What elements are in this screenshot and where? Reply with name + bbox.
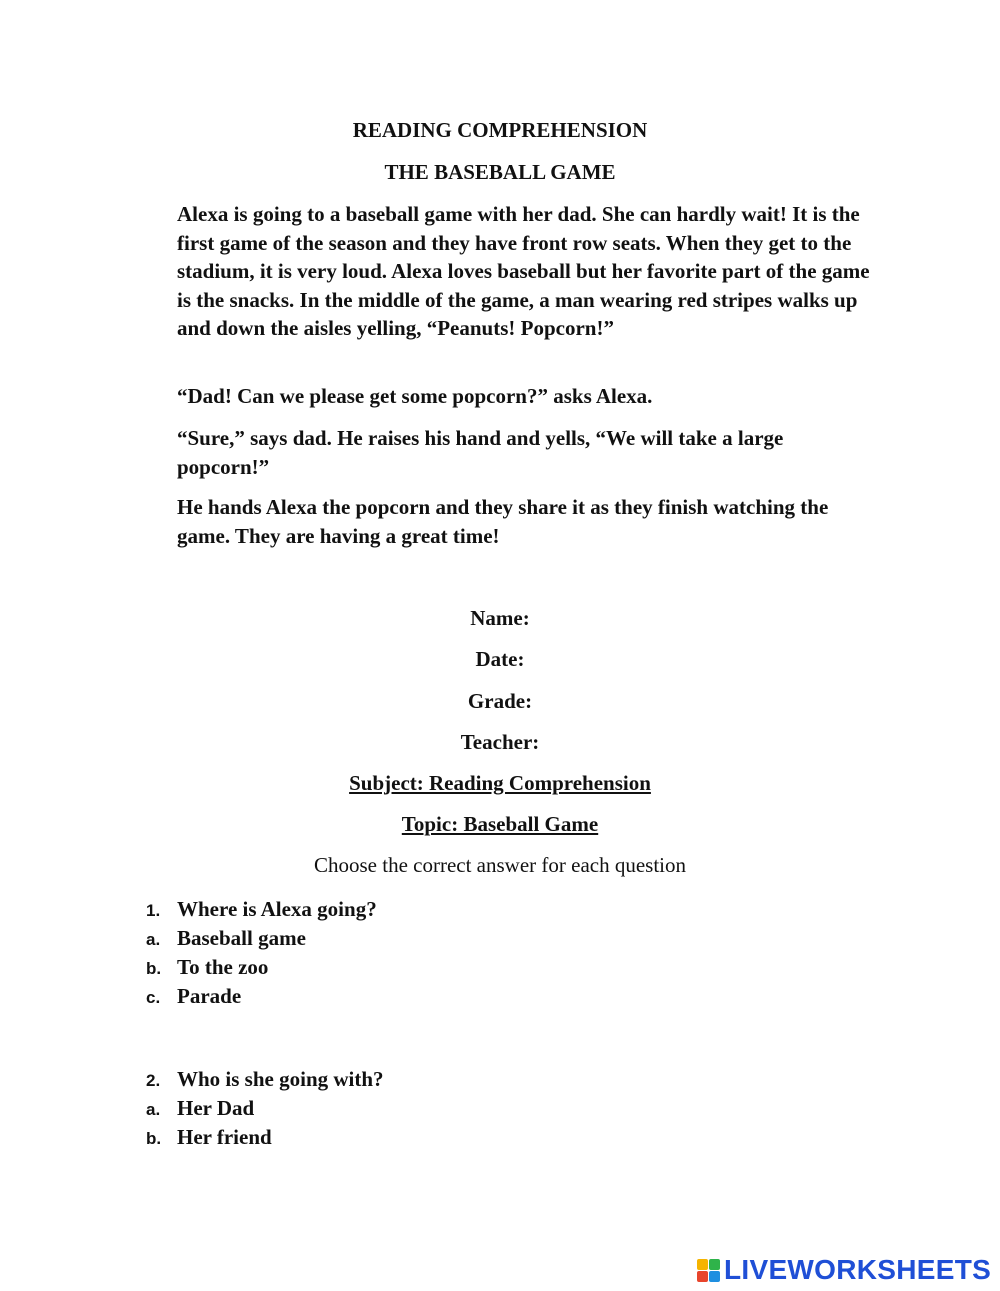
story-text <box>177 200 877 343</box>
answer-option[interactable] <box>146 924 377 953</box>
logo-block <box>697 1271 708 1282</box>
option-marker: c. <box>146 988 161 1007</box>
logo-text: LIVEWORKSHEETS <box>724 1254 992 1285</box>
option-text: Her Dad <box>177 1096 255 1120</box>
question-1 <box>146 895 377 1011</box>
question-text: Who is she going with? <box>177 1067 384 1091</box>
question-number: 2. <box>146 1071 161 1090</box>
story-paragraph-4: He hands Alexa the popcorn and they share it as they finish watching the game. They are having a great time! <box>177 495 829 548</box>
story-paragraph-3: “Sure,” says dad. He raises his hand and yells, “We will take a large popcorn!” <box>177 426 784 479</box>
subject-text: Subject: Reading Comprehension <box>349 771 651 795</box>
option-marker: a. <box>146 930 161 949</box>
subject-line <box>0 771 1000 796</box>
logo-block <box>709 1259 720 1270</box>
worksheet-heading: READING COMPREHENSION <box>352 118 648 142</box>
story-text-2 <box>177 382 877 411</box>
option-marker: b. <box>146 959 162 978</box>
logo-block <box>709 1271 720 1282</box>
liveworksheets-logo <box>697 1255 991 1285</box>
story-title: THE BASEBALL GAME <box>384 160 616 184</box>
logo-blocks-icon <box>697 1259 720 1282</box>
option-text: Baseball game <box>177 926 306 950</box>
answer-option[interactable] <box>146 982 377 1011</box>
topic-line <box>0 812 1000 837</box>
question-text: Where is Alexa going? <box>177 897 377 921</box>
instructions: Choose the correct answer for each question <box>313 853 687 877</box>
story-text-4 <box>177 493 877 550</box>
story-text-3 <box>177 424 877 481</box>
question-number: 1. <box>146 901 161 920</box>
option-text: To the zoo <box>177 955 269 979</box>
question-1-prompt <box>146 895 377 924</box>
option-text: Her friend <box>177 1125 272 1149</box>
option-marker: a. <box>146 1100 161 1119</box>
question-2 <box>146 1065 384 1152</box>
teacher-label: Teacher: <box>460 730 540 754</box>
answer-option[interactable] <box>146 953 377 982</box>
name-label: Name: <box>470 606 530 630</box>
story-paragraph-2: “Dad! Can we please get some popcorn?” asks Alexa. <box>177 384 653 408</box>
answer-option[interactable] <box>146 1094 384 1123</box>
story-paragraph-1: Alexa is going to a baseball game with her dad. She can hardly wait! It is the first game of the season and they have front row seats. When they get to the stadium, it is very loud. Alexa loves baseball but her favorite part of the game is the snacks. In the middle of the game, a man wearing red stripes walks up and down the aisles yelling, “Peanuts! Popcorn!” <box>177 202 870 340</box>
option-text: Parade <box>177 984 242 1008</box>
question-2-prompt <box>146 1065 384 1094</box>
grade-label: Grade: <box>467 689 533 713</box>
logo-block <box>697 1259 708 1270</box>
date-label: Date: <box>475 647 525 671</box>
option-marker: b. <box>146 1129 162 1148</box>
topic-text: Topic: Baseball Game <box>401 812 599 836</box>
answer-option[interactable] <box>146 1123 384 1152</box>
